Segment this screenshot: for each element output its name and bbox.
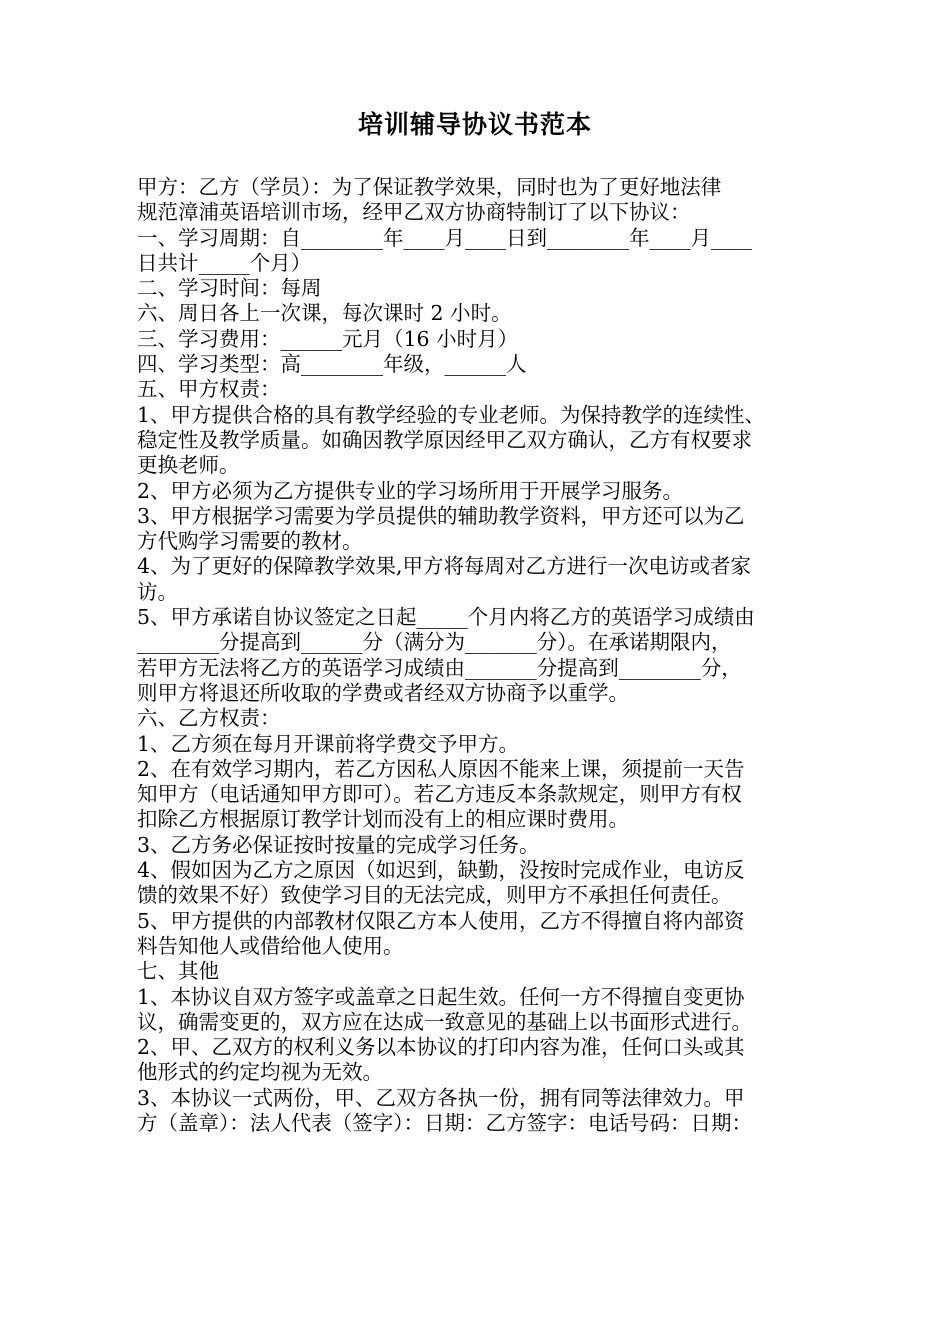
- text-line: 5、甲方承诺自协议签定之日起_____个月内将乙方的英语学习成绩由: [137, 605, 755, 630]
- text-line: 3、乙方务必保证按时按量的完成学习任务。: [137, 832, 540, 857]
- text-line: 料告知他人或借给他人使用。: [137, 933, 404, 958]
- text-line: 馈的效果不好）致使学习目的无法完成，则甲方不承担任何责任。: [137, 883, 732, 908]
- text-line: 访。: [137, 579, 178, 604]
- text-line: 4、为了更好的保障教学效果,甲方将每周对乙方进行一次电访或者家: [137, 554, 752, 579]
- text-line: 甲方：乙方（学员）：为了保证教学效果，同时也为了更好地法律: [137, 175, 722, 199]
- text-line: 3、本协议一式两份，甲、乙双方各执一份，拥有同等法律效力。甲: [137, 1085, 745, 1110]
- text-line: 3、甲方根据学习需要为学员提供的辅助教学资料，甲方还可以为乙: [137, 503, 745, 528]
- text-line: ________分提高到______分（满分为_______分）。在承诺期限内，: [137, 630, 732, 655]
- document-body: [137, 175, 827, 1136]
- text-line: 则甲方将退还所收取的学费或者经双方协商予以重学。: [137, 680, 629, 705]
- text-line: 稳定性及教学质量。如确因教学原因经甲乙双方确认，乙方有权要求: [137, 427, 752, 452]
- text-line: 4、假如因为乙方之原因（如迟到，缺勤，没按时完成作业，电访反: [137, 858, 745, 883]
- text-line: 扣除乙方根据原订教学计划而没有上的相应课时费用。: [137, 807, 629, 832]
- text-line: 更换老师。: [137, 453, 240, 478]
- text-line: 若甲方无法将乙方的英语学习成绩由_______分提高到________分，: [137, 655, 742, 680]
- section-heading: 六、乙方权责：: [137, 706, 281, 731]
- section-heading: 五、甲方权责：: [137, 377, 281, 402]
- text-line: 方（盖章）：法人代表（签字）：日期：乙方签字：电话号码：日期：: [137, 1110, 752, 1135]
- text-line: 知甲方（电话通知甲方即可）。若乙方违反本条款规定，则甲方有权: [137, 782, 742, 807]
- text-line: 日共计_____个月）: [137, 250, 312, 275]
- text-line: 三、学习费用：______元月（16 小时月）: [137, 326, 519, 351]
- text-line: 2、在有效学习期内，若乙方因私人原因不能来上课，须提前一天告: [137, 756, 745, 781]
- text-line: 1、甲方提供合格的具有教学经验的专业老师。为保持教学的连续性、: [137, 402, 766, 427]
- document-title: 培训辅导协议书范本: [357, 110, 592, 139]
- text-line: 2、甲、乙双方的权利义务以本协议的打印内容为准，任何口头或其: [137, 1035, 745, 1060]
- text-line: 二、学习时间：每周: [137, 276, 322, 301]
- text-line: 议，确需变更的，双方应在达成一致意见的基础上以书面形式进行。: [137, 1009, 752, 1034]
- text-line: 规范漳浦英语培训市场，经甲乙双方协商特制订了以下协议：: [137, 200, 691, 225]
- section-heading: 七、其他: [137, 959, 219, 984]
- text-line: 1、本协议自双方签字或盖章之日起生效。任何一方不得擅自变更协: [137, 984, 745, 1009]
- text-line: 方代购学习需要的教材。: [137, 529, 363, 554]
- text-line: 四、学习类型：高________年级，______人: [137, 352, 527, 377]
- text-line: 1、乙方须在每月开课前将学费交予甲方。: [137, 731, 520, 756]
- text-line: 2、甲方必须为乙方提供专业的学习场所用于开展学习服务。: [137, 478, 684, 503]
- text-line: 一、学习周期：自________年____月____日到________年____月____: [137, 225, 752, 250]
- text-line: 5、甲方提供的内部教材仅限乙方本人使用，乙方不得擅自将内部资: [137, 908, 745, 933]
- text-line: 他形式的约定均视为无效。: [137, 1060, 383, 1085]
- text-line: 六、周日各上一次课，每次课时 2 小时。: [137, 301, 512, 326]
